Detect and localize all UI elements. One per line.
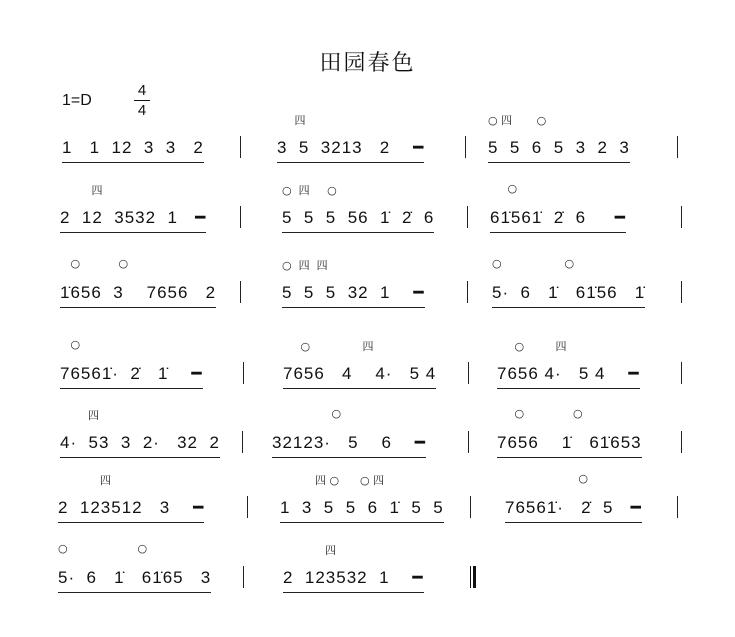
- barline: [681, 206, 682, 228]
- measure-notes: 1 3 5 5 6 1̇ 5 5: [280, 498, 444, 523]
- barline: [240, 136, 241, 158]
- fingering-marks: 四: [60, 409, 99, 422]
- final-barline: [470, 566, 476, 588]
- fingering-marks: ○ ○: [497, 407, 583, 420]
- fingering-marks: ○ 四: [497, 340, 567, 353]
- measure-notes: 76561̇· 2̇ 1̇ ━: [60, 364, 203, 389]
- barline: [242, 431, 243, 453]
- barline: [467, 281, 468, 303]
- score-line: [0, 407, 735, 467]
- fingering-marks: 四: [60, 184, 103, 197]
- measure-notes: 5 5 5 56 1̇ 2̇ 6: [282, 208, 434, 233]
- fingering-marks: ○ 四: [283, 340, 374, 353]
- fingering-marks: 四: [58, 474, 111, 487]
- measure-notes: 5 5 5 32 1 ━: [282, 283, 425, 308]
- measure-notes: 32123· 5 6 ━: [272, 433, 426, 458]
- barline: [465, 136, 466, 158]
- fingering-marks: 四: [277, 114, 306, 127]
- time-signature-top: 4: [137, 82, 147, 99]
- measure-notes: 4· 53 3 2· 32 2: [60, 433, 220, 458]
- fingering-marks: ○: [272, 407, 342, 420]
- barline: [467, 206, 468, 228]
- time-signature-bottom: 4: [137, 102, 147, 119]
- measure-notes: 5· 6 1̇ 61̇65 3: [58, 568, 211, 593]
- score-line: [0, 112, 735, 172]
- barline: [243, 362, 244, 384]
- fingering-marks: ○: [505, 472, 589, 485]
- measure-notes: 7656 4 4· 5 4: [283, 364, 436, 389]
- barline: [468, 362, 469, 384]
- score-line: [0, 338, 735, 398]
- measure-notes: 1 1 12 3 3 2: [62, 138, 204, 163]
- fingering-marks: ○ ○: [60, 257, 129, 270]
- fingering-marks: ○ 四 ○: [488, 114, 547, 127]
- barline: [468, 431, 469, 453]
- barline: [470, 496, 471, 518]
- barline: [243, 566, 244, 588]
- measure-notes: 76561̇· 2̇ 5 ━: [505, 498, 642, 523]
- fingering-marks: ○: [490, 182, 518, 195]
- measure-notes: 2 123532 1 ━: [283, 568, 424, 593]
- measure-notes: 1̇656 3 7656 2: [60, 283, 216, 308]
- barline: [240, 206, 241, 228]
- fingering-marks: ○ ○: [492, 257, 575, 270]
- score-line: [0, 257, 735, 317]
- barline: [681, 431, 682, 453]
- measure-notes: 7656 1̇ 61̇653: [497, 433, 642, 458]
- fingering-marks: ○ 四 ○: [282, 184, 337, 197]
- barline: [677, 496, 678, 518]
- measure-notes: 5· 6 1̇ 61̇56 1̇: [492, 283, 645, 308]
- measure-notes: 5 5 6 5 3 2 3: [488, 138, 630, 163]
- measure-notes: 7656 4· 5 4 ━: [497, 364, 640, 389]
- measure-notes: 3 5 3213 2 ━: [277, 138, 424, 163]
- score-line: [0, 182, 735, 242]
- time-signature-divider: [134, 100, 150, 101]
- fingering-marks: ○ 四 四: [282, 259, 328, 272]
- measure-notes: 2 123512 3 ━: [58, 498, 204, 523]
- measure-notes: 2 12 3532 1 ━: [60, 208, 206, 233]
- barline: [247, 496, 248, 518]
- barline: [681, 281, 682, 303]
- fingering-marks: ○: [60, 338, 81, 351]
- score-line: [0, 472, 735, 532]
- barline: [240, 281, 241, 303]
- measure-notes: 61̇561̇ 2̇ 6 ━: [490, 208, 626, 233]
- score-line: [0, 542, 735, 602]
- fingering-marks: ○ ○: [58, 542, 148, 555]
- fingering-marks: 四 ○ ○ 四: [280, 474, 385, 487]
- barline: [677, 136, 678, 158]
- score-title: 田园春色: [319, 51, 416, 76]
- fingering-marks: 四: [283, 544, 336, 557]
- barline: [681, 362, 682, 384]
- key-signature: 1=D: [62, 92, 92, 109]
